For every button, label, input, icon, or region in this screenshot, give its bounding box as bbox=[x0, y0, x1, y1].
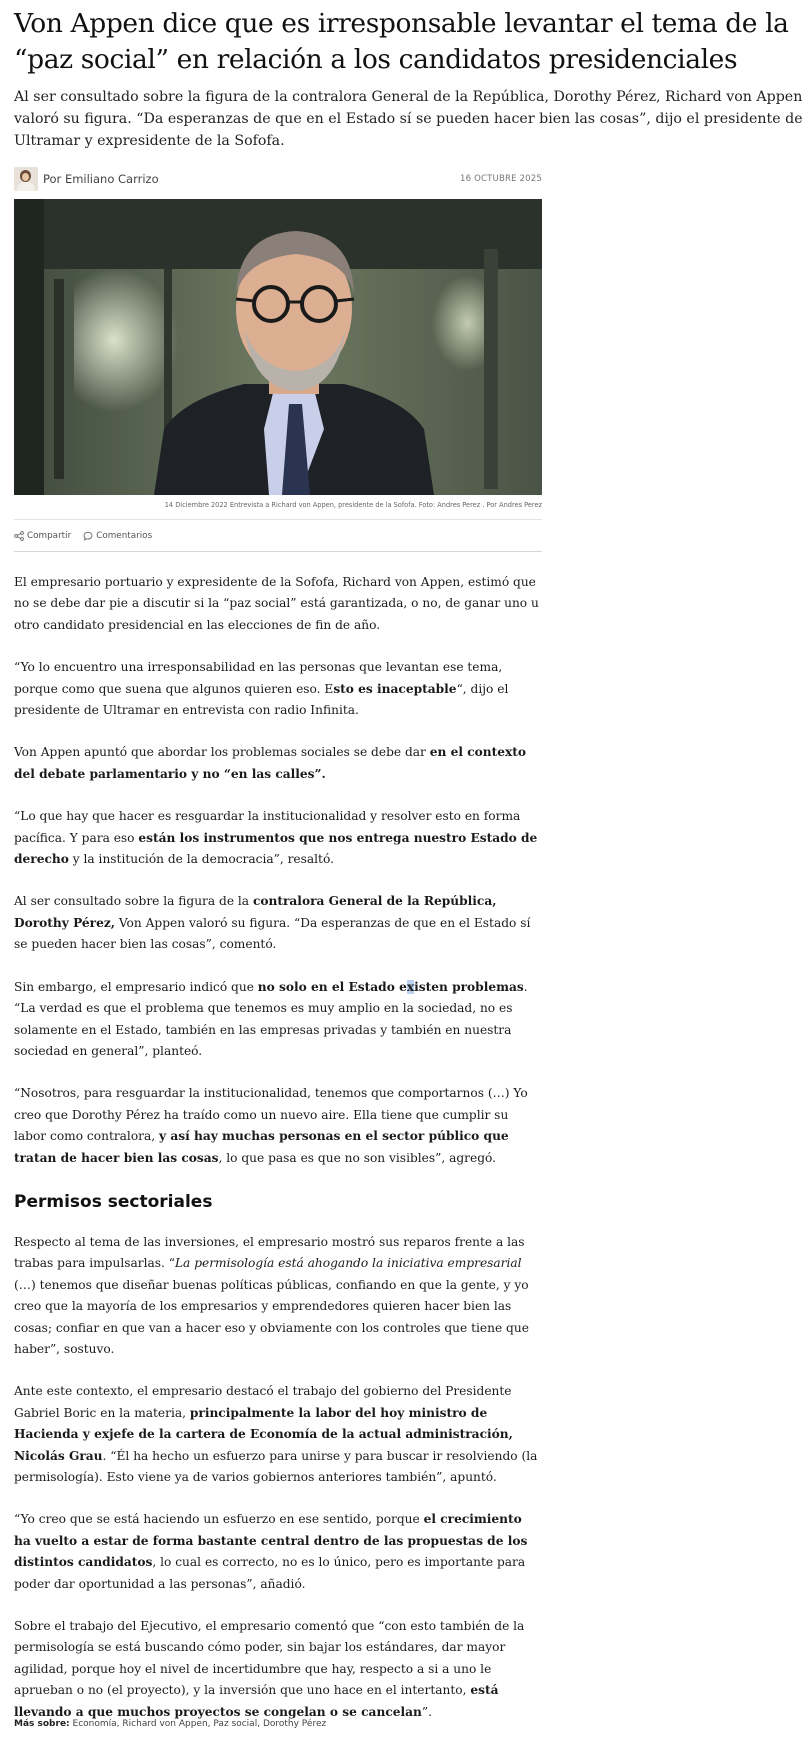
paragraph bbox=[14, 572, 542, 636]
paragraph-text: Ante este contexto, el empresario destacó el trabajo del gobierno del Presidente Gabriel Boric en la materia, bbox=[14, 1384, 512, 1420]
paragraph bbox=[14, 1616, 542, 1723]
paragraph-text: “Yo lo encuentro una irresponsabilidad en las personas que levantan ese tema, porque como que suena que algunos quieren eso. E bbox=[14, 660, 503, 696]
bold-text: en el contexto del debate parlamentario y no “en las calles”. bbox=[14, 745, 527, 781]
bold-text: están los instrumentos que nos entrega nuestro Estado de derecho bbox=[14, 830, 538, 867]
paragraph-text: El empresario portuario y expresidente de la Sofofa, Richard von Appen, estimó que no se debe dar pie a discutir si la “paz social” está garantizada, o no, de ganar uno u otro candidato presidencial en las elecciones de fin de año. bbox=[14, 575, 539, 632]
article-headline: Von Appen dice que es irresponsable levantar el tema de la “paz social” en relación a los candidatos presidenciales bbox=[14, 8, 789, 75]
share-button[interactable] bbox=[14, 531, 71, 541]
publish-date: 16 OCTUBRE 2025 bbox=[460, 174, 542, 184]
paragraph-text: Sobre el trabajo del Ejecutivo, el empresario comentó que “con esto también de la permisología se está buscando cómo poder, sin bajar los estándares, dar mayor agilidad, porque hoy el nivel de incertidumbre que hay, respecto a si a uno le aprueban o no (el proyecto), y la inversión que uno hace en el intertanto, bbox=[14, 1619, 525, 1698]
share-label: Compartir bbox=[27, 530, 72, 541]
tag-link[interactable]: Dorothy Pérez bbox=[262, 1719, 327, 1729]
comments-button[interactable] bbox=[83, 531, 152, 541]
photo-caption bbox=[14, 501, 542, 509]
paragraph-text: “Yo creo que se está haciendo un esfuerzo en ese sentido, porque bbox=[14, 1512, 424, 1527]
comments-label: Comentarios bbox=[96, 530, 153, 541]
paragraph-text: Sin embargo, el empresario indicó que bbox=[14, 979, 258, 994]
author-avatar[interactable] bbox=[14, 167, 38, 191]
paragraph-text: ”. bbox=[421, 1704, 432, 1719]
paragraph bbox=[14, 891, 542, 955]
paragraph-text: Respecto al tema de las inversiones, el empresario mostró sus reparos frente a las trabas para impulsarlas. “ bbox=[14, 1234, 525, 1271]
bold-text: está llevando a que muchos proyectos se congelan o se cancelan bbox=[14, 1683, 499, 1719]
author-name[interactable]: Por Emiliano Carrizo bbox=[43, 172, 159, 186]
tag-link[interactable]: Economía bbox=[72, 1719, 117, 1729]
article-body bbox=[14, 572, 542, 1744]
bold-text bbox=[258, 980, 524, 994]
photo-caption-text: 14 Diciembre 2022 Entrevista a Richard von Appen, presidente de la Sofofa. Foto: Andres Perez bbox=[164, 501, 481, 509]
paragraph-text: . “La verdad es que el problema que tenemos es muy amplio en la sociedad, no es solamente en el Estado, también en las empresas privadas y también en nuestra sociedad en general”, planteó. bbox=[14, 979, 528, 1058]
tags-label: Más sobre: bbox=[14, 1719, 70, 1729]
article-photo bbox=[14, 199, 542, 495]
article-deck: Al ser consultado sobre la figura de la contralora General de la República, Dorothy Pérez, Richard von Appen valoró su figura. “Da esperanzas de que en el Estado sí se pueden hacer bien las cosas”, dijo el presidente de Ultramar y expresidente de la Sofofa. bbox=[14, 89, 803, 149]
bold-text-part: isten problemas bbox=[414, 979, 524, 994]
paragraph-text: “, dijo el presidente de Ultramar en entrevista con radio Infinita. bbox=[14, 681, 509, 718]
bold-text-part: no solo en el Estado e bbox=[257, 979, 407, 994]
italic-text: La permisología está ahogando la iniciativa empresarial bbox=[174, 1256, 522, 1271]
byline bbox=[14, 166, 542, 192]
bold-text: contralora General de la República, Dorothy Pérez, bbox=[14, 894, 497, 930]
paragraph bbox=[14, 1083, 542, 1169]
paragraph-text: . “Él ha hecho un esfuerzo para unirse y para buscar ir resolviendo (la permisología). Esto viene ya de varios gobiernos anteriores también”, apuntó. bbox=[14, 1448, 538, 1484]
paragraph-text: “Lo que hay que hacer es resguardar la institucionalidad y resolver esto en forma pacífica. Y para eso bbox=[14, 809, 521, 845]
share-bar bbox=[14, 519, 542, 552]
paragraph-text: (…) tenemos que diseñar buenas políticas públicas, confiando en que la gente, y yo creo que la mayoría de los empresarios y emprendedores quieren hacer bien las cosas; confiar en que van a hacer eso y obviamente con los controles que tiene que haber”, sostuvo. bbox=[14, 1277, 529, 1356]
paragraph-text: “Nosotros, para resguardar la institucionalidad, tenemos que comportarnos (…) Yo creo que Dorothy Pérez ha traído como un nuevo aire. Ella tiene que cumplir su labor como contralora, bbox=[14, 1086, 528, 1144]
comment-icon bbox=[83, 531, 93, 541]
tag-link[interactable]: Paz social bbox=[213, 1719, 258, 1729]
paragraph-text: y la institución de la democracia”, resaltó. bbox=[68, 852, 334, 867]
paragraph bbox=[14, 1509, 542, 1595]
paragraph-text: Von Appen valoró su figura. “Da esperanzas de que en el Estado sí se pueden hacer bien las cosas”, comentó. bbox=[14, 915, 531, 952]
bold-text: sto es inaceptable bbox=[333, 681, 457, 696]
paragraph-text: Von Appen apuntó que abordar los problemas sociales se debe dar bbox=[14, 745, 430, 760]
share-icon bbox=[14, 531, 24, 541]
paragraph-text: , lo que pasa es que no son visibles”, agregó. bbox=[218, 1150, 497, 1165]
bold-text: el crecimiento ha vuelto a estar de forma bastante central dentro de las propuestas de los distintos candidatos bbox=[14, 1512, 528, 1570]
paragraph bbox=[14, 806, 542, 870]
photo-credit: . Por Andres Perez bbox=[482, 501, 542, 509]
related-tags: Más sobre: Economía, Richard von Appen, Paz social, Dorothy Pérez bbox=[14, 1719, 327, 1729]
bold-text: y así hay muchas personas en el sector público que tratan de hacer bien las cosas bbox=[14, 1129, 509, 1165]
paragraph bbox=[14, 1381, 542, 1488]
bold-text: principalmente la labor del hoy ministro de Hacienda y exjefe de la cartera de Economía de la actual administración, Nicolás Grau bbox=[14, 1405, 513, 1463]
paragraph bbox=[14, 977, 542, 1063]
paragraph bbox=[14, 742, 542, 785]
text-selection[interactable]: x bbox=[406, 979, 415, 994]
section-subheading: Permisos sectoriales bbox=[14, 1191, 213, 1212]
tag-link[interactable]: Richard von Appen bbox=[122, 1719, 208, 1729]
paragraph bbox=[14, 657, 542, 721]
paragraph-text: , lo cual es correcto, no es lo único, pero es importante para poder dar oportunidad a las personas”, añadió. bbox=[14, 1555, 526, 1591]
paragraph-text: Al ser consultado sobre la figura de la bbox=[14, 894, 253, 909]
paragraph bbox=[14, 1232, 542, 1360]
